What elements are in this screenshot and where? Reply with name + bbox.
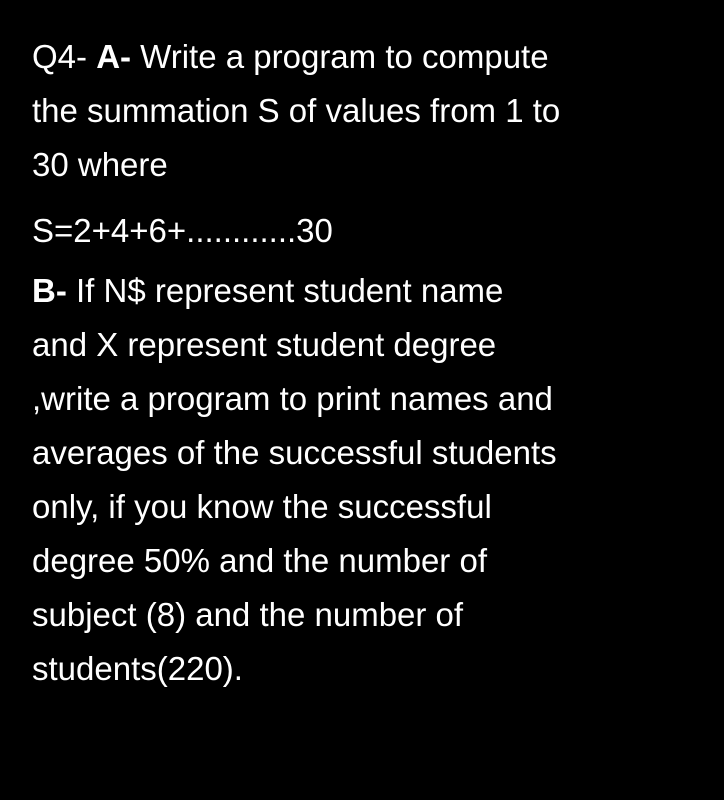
- part-a-line-1: [32, 30, 716, 84]
- part-b-line-4: averages of the successful students: [32, 434, 557, 471]
- part-b-text-1: If N$ represent student name: [66, 272, 504, 309]
- part-a-marker: A-: [96, 38, 132, 75]
- part-b-line-6: degree 50% and the number of: [32, 542, 487, 579]
- question-number: Q4-: [32, 38, 88, 75]
- part-a-line-2: the summation S of values from 1 to: [32, 92, 561, 129]
- part-b-line-3: ,write a program to print names and: [32, 380, 553, 417]
- part-a-text-1: Write a program to compute: [131, 38, 549, 75]
- part-b-line-1: [32, 264, 716, 318]
- part-b-line-7: subject (8) and the number of: [32, 596, 464, 633]
- part-a-line-3: 30 where: [32, 146, 168, 183]
- part-b-line-8: students(220).: [32, 650, 243, 687]
- part-b-line-2: and X represent student degree: [32, 326, 497, 363]
- part-b-marker: B-: [32, 272, 67, 309]
- question-document: [32, 30, 716, 696]
- part-b-line-5: only, if you know the successful: [32, 488, 492, 525]
- summation-formula: S=2+4+6+............30: [32, 212, 333, 249]
